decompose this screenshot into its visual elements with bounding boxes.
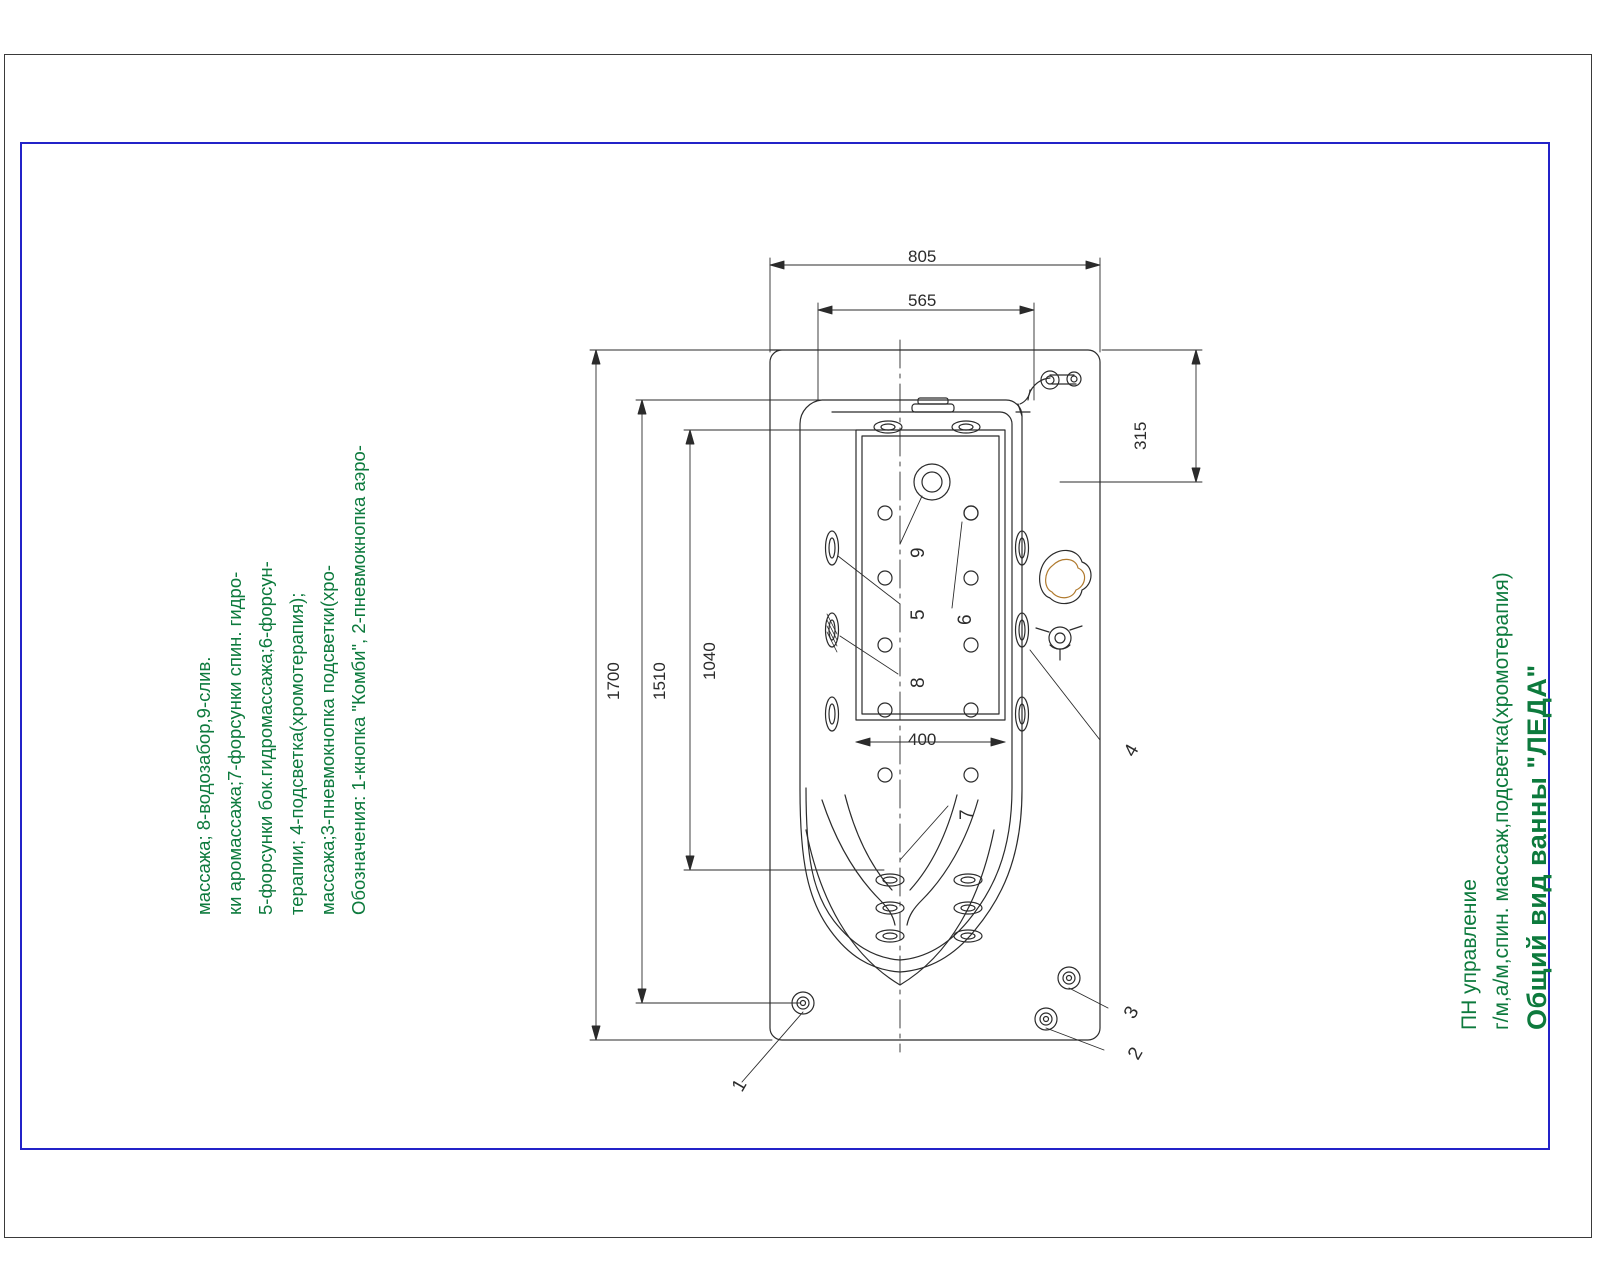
- water-intake-fitting: [1036, 626, 1082, 660]
- dimension-1700: [590, 350, 772, 1040]
- drawing-title-line-3: ПН управление: [1458, 879, 1481, 1030]
- tub-outer-outline: [770, 350, 1100, 1040]
- faucet-assembly: [1016, 371, 1081, 416]
- note-line-4: 5-форсунки бок.гидромассажа;6-форсун-: [255, 561, 276, 915]
- dimension-1040: [684, 430, 884, 870]
- callout-8: 8: [908, 677, 929, 688]
- chromotherapy-light: [1040, 550, 1091, 603]
- callout-6: 6: [955, 614, 976, 625]
- dim-label-1040: 1040: [700, 642, 719, 680]
- light-button-3: [1058, 967, 1080, 989]
- dimension-565: [818, 303, 1034, 400]
- dim-label-805: 805: [908, 247, 937, 266]
- dim-label-315: 315: [1131, 421, 1150, 450]
- note-line-5: ки аромассажа;7-форсунки спин. гидро-: [224, 571, 245, 915]
- callout-5: 5: [908, 609, 929, 620]
- drawing-title-line-2: г/м,а/м,спин. массаж,подсветка(хромотерапия): [1490, 572, 1513, 1030]
- dim-label-1700: 1700: [604, 662, 623, 700]
- combi-button-top: [914, 464, 950, 500]
- dim-label-565: 565: [908, 291, 937, 310]
- callout-1: 1: [728, 1075, 752, 1096]
- aroma-jet-single: [964, 506, 978, 520]
- dimension-805: [770, 258, 1100, 352]
- note-line-2: массажа;3-пневмокнопка подсветки(хро-: [317, 564, 338, 915]
- callout-4: 4: [1120, 740, 1144, 761]
- back-massage-jets-bottom: [876, 874, 982, 942]
- callout-9: 9: [908, 547, 929, 558]
- callout-2: 2: [1124, 1043, 1148, 1064]
- back-massage-jets-top: [874, 421, 980, 433]
- drawing-title-line-1: Общий вид ванны "ЛЕДА": [1522, 664, 1552, 1030]
- callout-7: 7: [957, 809, 978, 820]
- note-line-6: массажа; 8-водозабор,9-слив.: [193, 656, 214, 915]
- dimension-315: [1060, 350, 1202, 482]
- note-line-1: Обозначения: 1-кнопка "Комби", 2-пневмокнопка аэро-: [348, 445, 369, 915]
- note-line-3: терапии; 4-подсветка(хромотерапия);: [286, 592, 307, 915]
- dimension-400: [856, 738, 1005, 746]
- callout-3: 3: [1120, 1002, 1144, 1023]
- dim-label-1510: 1510: [650, 662, 669, 700]
- dim-label-400: 400: [908, 730, 937, 749]
- dimension-1510: [636, 400, 822, 1003]
- tub-inner-bowl: [800, 400, 1022, 972]
- aero-jets: [878, 506, 978, 782]
- aero-button-2: [1035, 1008, 1057, 1030]
